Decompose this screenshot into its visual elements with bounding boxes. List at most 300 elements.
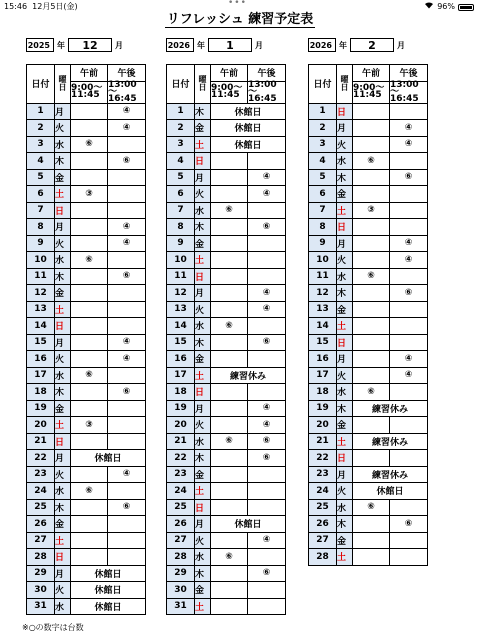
am-cell [211, 351, 248, 368]
table-row [167, 351, 286, 368]
table-row [27, 433, 146, 450]
pm-cell [108, 483, 146, 500]
am-time: 9:00～11:45 [71, 81, 108, 103]
table-row [27, 400, 146, 417]
weekday-cell: 土 [195, 483, 211, 500]
day-cell: 3 [27, 136, 55, 153]
weekday-cell: 金 [195, 235, 211, 252]
am-cell [211, 466, 248, 483]
weekday-cell: 土 [337, 318, 353, 335]
table-row [27, 334, 146, 351]
note-cell: 練習休み [353, 466, 428, 483]
table-row [167, 549, 286, 566]
am-cell [71, 433, 108, 450]
pm-cell [390, 499, 428, 516]
pm-cell: ④ [390, 351, 428, 368]
pm-time: 13:00～16:45 [390, 81, 428, 103]
day-cell: 2 [27, 120, 55, 137]
weekday-cell: 月 [55, 565, 71, 582]
note-cell: 休館日 [211, 120, 286, 137]
weekday-header: 曜日 [337, 65, 353, 104]
day-cell: 20 [309, 417, 337, 434]
weekday-cell: 木 [195, 103, 211, 120]
weekday-cell: 火 [195, 301, 211, 318]
weekday-cell: 水 [195, 318, 211, 335]
table-row [167, 367, 286, 384]
am-cell [71, 384, 108, 401]
am-cell: ③ [71, 186, 108, 203]
am-cell [71, 268, 108, 285]
am-cell: ⑥ [71, 367, 108, 384]
weekday-cell: 水 [337, 384, 353, 401]
table-row [167, 598, 286, 615]
weekday-cell: 木 [55, 153, 71, 170]
day-cell: 12 [309, 285, 337, 302]
weekday-cell: 火 [337, 252, 353, 269]
am-cell [71, 516, 108, 533]
pm-cell [248, 499, 286, 516]
weekday-cell: 金 [55, 516, 71, 533]
note-cell: 練習休み [353, 433, 428, 450]
pm-cell: ⑥ [108, 384, 146, 401]
am-cell [211, 268, 248, 285]
weekday-cell: 土 [337, 433, 353, 450]
table-row [167, 153, 286, 170]
table-row [309, 417, 428, 434]
am-cell: ⑥ [353, 499, 390, 516]
pm-cell [108, 285, 146, 302]
am-cell [211, 219, 248, 236]
pm-cell: ⑥ [390, 516, 428, 533]
day-cell: 22 [167, 450, 195, 467]
pm-cell [108, 301, 146, 318]
pm-cell [108, 549, 146, 566]
note-cell: 休館日 [211, 103, 286, 120]
am-cell [353, 285, 390, 302]
weekday-cell: 水 [195, 549, 211, 566]
am-header: 午前 [353, 65, 390, 82]
day-cell: 25 [167, 499, 195, 516]
weekday-header: 曜日 [195, 65, 211, 104]
am-cell: ③ [353, 202, 390, 219]
pm-cell [108, 367, 146, 384]
pm-cell: ⑥ [390, 285, 428, 302]
table-row [27, 318, 146, 335]
am-cell [353, 318, 390, 335]
weekday-cell: 木 [337, 169, 353, 186]
table-row [27, 285, 146, 302]
am-cell [71, 301, 108, 318]
table-row [167, 499, 286, 516]
weekday-cell: 月 [195, 516, 211, 533]
pm-cell: ④ [108, 103, 146, 120]
weekday-cell: 水 [55, 598, 71, 615]
am-cell [353, 450, 390, 467]
table-row [27, 483, 146, 500]
weekday-cell: 水 [337, 153, 353, 170]
am-cell [71, 120, 108, 137]
day-header: 日付 [27, 65, 55, 104]
day-cell: 26 [309, 516, 337, 533]
day-cell: 15 [27, 334, 55, 351]
table-row [167, 483, 286, 500]
month-box: 12 [68, 38, 112, 52]
table-row [27, 186, 146, 203]
am-cell: ⑥ [353, 153, 390, 170]
weekday-cell: 金 [337, 417, 353, 434]
pm-cell [390, 301, 428, 318]
pm-cell [390, 450, 428, 467]
day-cell: 5 [27, 169, 55, 186]
table-row [27, 499, 146, 516]
table-row [167, 582, 286, 599]
pm-cell: ④ [108, 466, 146, 483]
day-cell: 16 [167, 351, 195, 368]
pm-cell [248, 549, 286, 566]
am-cell [71, 400, 108, 417]
am-cell [211, 301, 248, 318]
month-unit: 月 [255, 40, 263, 50]
am-cell [71, 334, 108, 351]
weekday-cell: 土 [195, 367, 211, 384]
weekday-cell: 月 [337, 351, 353, 368]
weekday-cell: 木 [195, 334, 211, 351]
table-row [167, 433, 286, 450]
table-row [309, 433, 428, 450]
table-row [27, 598, 146, 615]
am-cell [71, 318, 108, 335]
day-cell: 20 [27, 417, 55, 434]
day-cell: 9 [167, 235, 195, 252]
table-row [167, 384, 286, 401]
am-time: 9:00～11:45 [211, 81, 248, 103]
table-row [309, 532, 428, 549]
am-cell [211, 186, 248, 203]
weekday-cell: 日 [55, 549, 71, 566]
weekday-cell: 水 [55, 367, 71, 384]
table-row [27, 516, 146, 533]
weekday-header: 曜日 [55, 65, 71, 104]
pm-cell [390, 417, 428, 434]
pm-cell [248, 252, 286, 269]
am-cell [353, 136, 390, 153]
pm-cell: ④ [390, 120, 428, 137]
day-cell: 6 [167, 186, 195, 203]
day-cell: 23 [309, 466, 337, 483]
table-row [167, 169, 286, 186]
pm-cell: ④ [248, 532, 286, 549]
table-row [309, 268, 428, 285]
header-row [309, 65, 428, 82]
table-row [309, 351, 428, 368]
weekday-cell: 金 [195, 466, 211, 483]
table-row [167, 103, 286, 120]
day-cell: 3 [309, 136, 337, 153]
pm-cell [248, 202, 286, 219]
weekday-cell: 金 [55, 285, 71, 302]
day-cell: 3 [167, 136, 195, 153]
pm-cell [390, 318, 428, 335]
day-cell: 14 [309, 318, 337, 335]
table-row [309, 450, 428, 467]
table-row [27, 169, 146, 186]
am-cell [353, 301, 390, 318]
weekday-cell: 木 [55, 268, 71, 285]
day-cell: 30 [27, 582, 55, 599]
pm-cell [390, 153, 428, 170]
weekday-cell: 火 [55, 120, 71, 137]
am-cell [353, 169, 390, 186]
table-row [27, 450, 146, 467]
table-row [309, 120, 428, 137]
weekday-cell: 金 [337, 532, 353, 549]
day-cell: 5 [309, 169, 337, 186]
pm-cell: ④ [390, 367, 428, 384]
am-cell [71, 351, 108, 368]
weekday-cell: 日 [55, 318, 71, 335]
table-row [309, 301, 428, 318]
am-cell [353, 219, 390, 236]
day-cell: 9 [27, 235, 55, 252]
pm-cell: ⑥ [248, 565, 286, 582]
weekday-cell: 土 [337, 549, 353, 566]
table-row [167, 466, 286, 483]
pm-cell [390, 186, 428, 203]
weekday-cell: 水 [195, 433, 211, 450]
table-row [309, 334, 428, 351]
am-cell: ③ [71, 417, 108, 434]
table-row [27, 417, 146, 434]
weekday-cell: 日 [195, 384, 211, 401]
pm-cell [390, 219, 428, 236]
day-cell: 7 [309, 202, 337, 219]
am-cell [71, 466, 108, 483]
day-cell: 28 [27, 549, 55, 566]
table-row [167, 565, 286, 582]
day-cell: 20 [167, 417, 195, 434]
day-cell: 17 [167, 367, 195, 384]
am-cell [71, 202, 108, 219]
day-cell: 14 [27, 318, 55, 335]
day-cell: 1 [167, 103, 195, 120]
day-cell: 26 [167, 516, 195, 533]
table-row [27, 252, 146, 269]
weekday-cell: 日 [337, 334, 353, 351]
pm-cell: ⑥ [108, 268, 146, 285]
weekday-cell: 木 [195, 565, 211, 582]
pm-cell: ⑥ [390, 169, 428, 186]
pm-cell: ④ [248, 285, 286, 302]
weekday-cell: 日 [55, 433, 71, 450]
day-cell: 29 [167, 565, 195, 582]
table-row [309, 219, 428, 236]
month-unit: 月 [115, 40, 123, 50]
am-cell: ⑥ [353, 384, 390, 401]
day-cell: 15 [167, 334, 195, 351]
table-row [309, 136, 428, 153]
table-row [27, 153, 146, 170]
weekday-cell: 月 [55, 219, 71, 236]
day-cell: 10 [167, 252, 195, 269]
weekday-cell: 金 [55, 400, 71, 417]
day-cell: 8 [167, 219, 195, 236]
day-header: 日付 [167, 65, 195, 104]
footnote: ※○の数字は台数 [22, 623, 84, 632]
note-cell: 休館日 [211, 516, 286, 533]
day-cell: 5 [167, 169, 195, 186]
table-row [167, 186, 286, 203]
am-time: 9:00～11:45 [353, 81, 390, 103]
pm-time: 13:00～16:45 [108, 81, 146, 103]
day-cell: 31 [167, 598, 195, 615]
day-cell: 2 [167, 120, 195, 137]
day-cell: 30 [167, 582, 195, 599]
weekday-cell: 土 [55, 532, 71, 549]
table-row [309, 235, 428, 252]
day-cell: 7 [27, 202, 55, 219]
weekday-cell: 木 [195, 219, 211, 236]
table-row [167, 136, 286, 153]
day-cell: 11 [27, 268, 55, 285]
day-cell: 16 [309, 351, 337, 368]
table-row [27, 549, 146, 566]
table-row [167, 202, 286, 219]
note-cell: 休館日 [211, 136, 286, 153]
pm-cell [108, 417, 146, 434]
weekday-cell: 木 [55, 499, 71, 516]
year-box: 2025 [26, 38, 54, 52]
weekday-cell: 木 [337, 516, 353, 533]
multitask-dots-icon[interactable]: ••• [228, 0, 247, 8]
pm-cell: ④ [248, 186, 286, 203]
status-time: 15:46 [4, 2, 28, 11]
table-row [309, 499, 428, 516]
day-cell: 11 [167, 268, 195, 285]
am-cell [211, 565, 248, 582]
pm-cell [248, 582, 286, 599]
table-row [309, 103, 428, 120]
weekday-cell: 火 [195, 532, 211, 549]
am-cell [71, 103, 108, 120]
day-cell: 27 [167, 532, 195, 549]
day-cell: 16 [27, 351, 55, 368]
day-cell: 18 [167, 384, 195, 401]
table-row [309, 516, 428, 533]
day-cell: 27 [27, 532, 55, 549]
pm-cell [390, 334, 428, 351]
table-row [167, 252, 286, 269]
pm-cell [108, 169, 146, 186]
weekday-cell: 水 [55, 252, 71, 269]
weekday-cell: 火 [337, 367, 353, 384]
table-row [27, 532, 146, 549]
table-row [309, 186, 428, 203]
weekday-cell: 月 [55, 103, 71, 120]
pm-cell: ④ [108, 235, 146, 252]
pm-header: 午後 [108, 65, 146, 82]
weekday-cell: 金 [337, 301, 353, 318]
weekday-cell: 木 [337, 285, 353, 302]
pm-cell: ⑥ [248, 450, 286, 467]
day-cell: 13 [167, 301, 195, 318]
am-cell [211, 153, 248, 170]
pm-cell: ④ [390, 252, 428, 269]
am-cell [353, 120, 390, 137]
pm-cell [108, 532, 146, 549]
table-row [167, 400, 286, 417]
table-row [309, 549, 428, 566]
day-cell: 27 [309, 532, 337, 549]
pm-cell [108, 516, 146, 533]
weekday-cell: 水 [337, 499, 353, 516]
table-row [167, 417, 286, 434]
am-cell [353, 186, 390, 203]
month-header [166, 38, 266, 52]
table-row [167, 516, 286, 533]
table-row [27, 202, 146, 219]
day-cell: 26 [27, 516, 55, 533]
weekday-cell: 日 [337, 450, 353, 467]
pm-cell [390, 549, 428, 566]
page-title [0, 8, 480, 27]
pm-cell: ④ [108, 219, 146, 236]
table-row [309, 400, 428, 417]
day-cell: 21 [167, 433, 195, 450]
day-cell: 10 [27, 252, 55, 269]
weekday-cell: 金 [337, 186, 353, 203]
weekday-cell: 土 [195, 136, 211, 153]
month-unit: 月 [397, 40, 405, 50]
day-cell: 18 [309, 384, 337, 401]
day-cell: 22 [27, 450, 55, 467]
weekday-cell: 月 [195, 400, 211, 417]
pm-cell: ⑥ [248, 219, 286, 236]
day-cell: 25 [309, 499, 337, 516]
weekday-cell: 火 [55, 466, 71, 483]
year-box: 2026 [308, 38, 336, 52]
table-row [27, 219, 146, 236]
pm-cell: ④ [248, 301, 286, 318]
am-header: 午前 [211, 65, 248, 82]
table-row [27, 136, 146, 153]
table-row [27, 103, 146, 120]
day-cell: 31 [27, 598, 55, 615]
weekday-cell: 日 [337, 103, 353, 120]
weekday-cell: 土 [195, 252, 211, 269]
table-row [27, 582, 146, 599]
table-row [27, 301, 146, 318]
day-cell: 1 [309, 103, 337, 120]
pm-cell [108, 186, 146, 203]
weekday-cell: 土 [55, 301, 71, 318]
day-cell: 18 [27, 384, 55, 401]
am-cell [211, 285, 248, 302]
am-cell [71, 549, 108, 566]
weekday-cell: 金 [195, 120, 211, 137]
month-header [26, 38, 126, 52]
table-row [167, 450, 286, 467]
day-cell: 12 [27, 285, 55, 302]
am-cell [353, 334, 390, 351]
day-cell: 24 [167, 483, 195, 500]
day-cell: 12 [167, 285, 195, 302]
am-cell [353, 235, 390, 252]
pm-cell: ④ [108, 351, 146, 368]
table-row [167, 334, 286, 351]
pm-cell: ④ [248, 400, 286, 417]
pm-cell [108, 252, 146, 269]
pm-time: 13:00～16:45 [248, 81, 286, 103]
